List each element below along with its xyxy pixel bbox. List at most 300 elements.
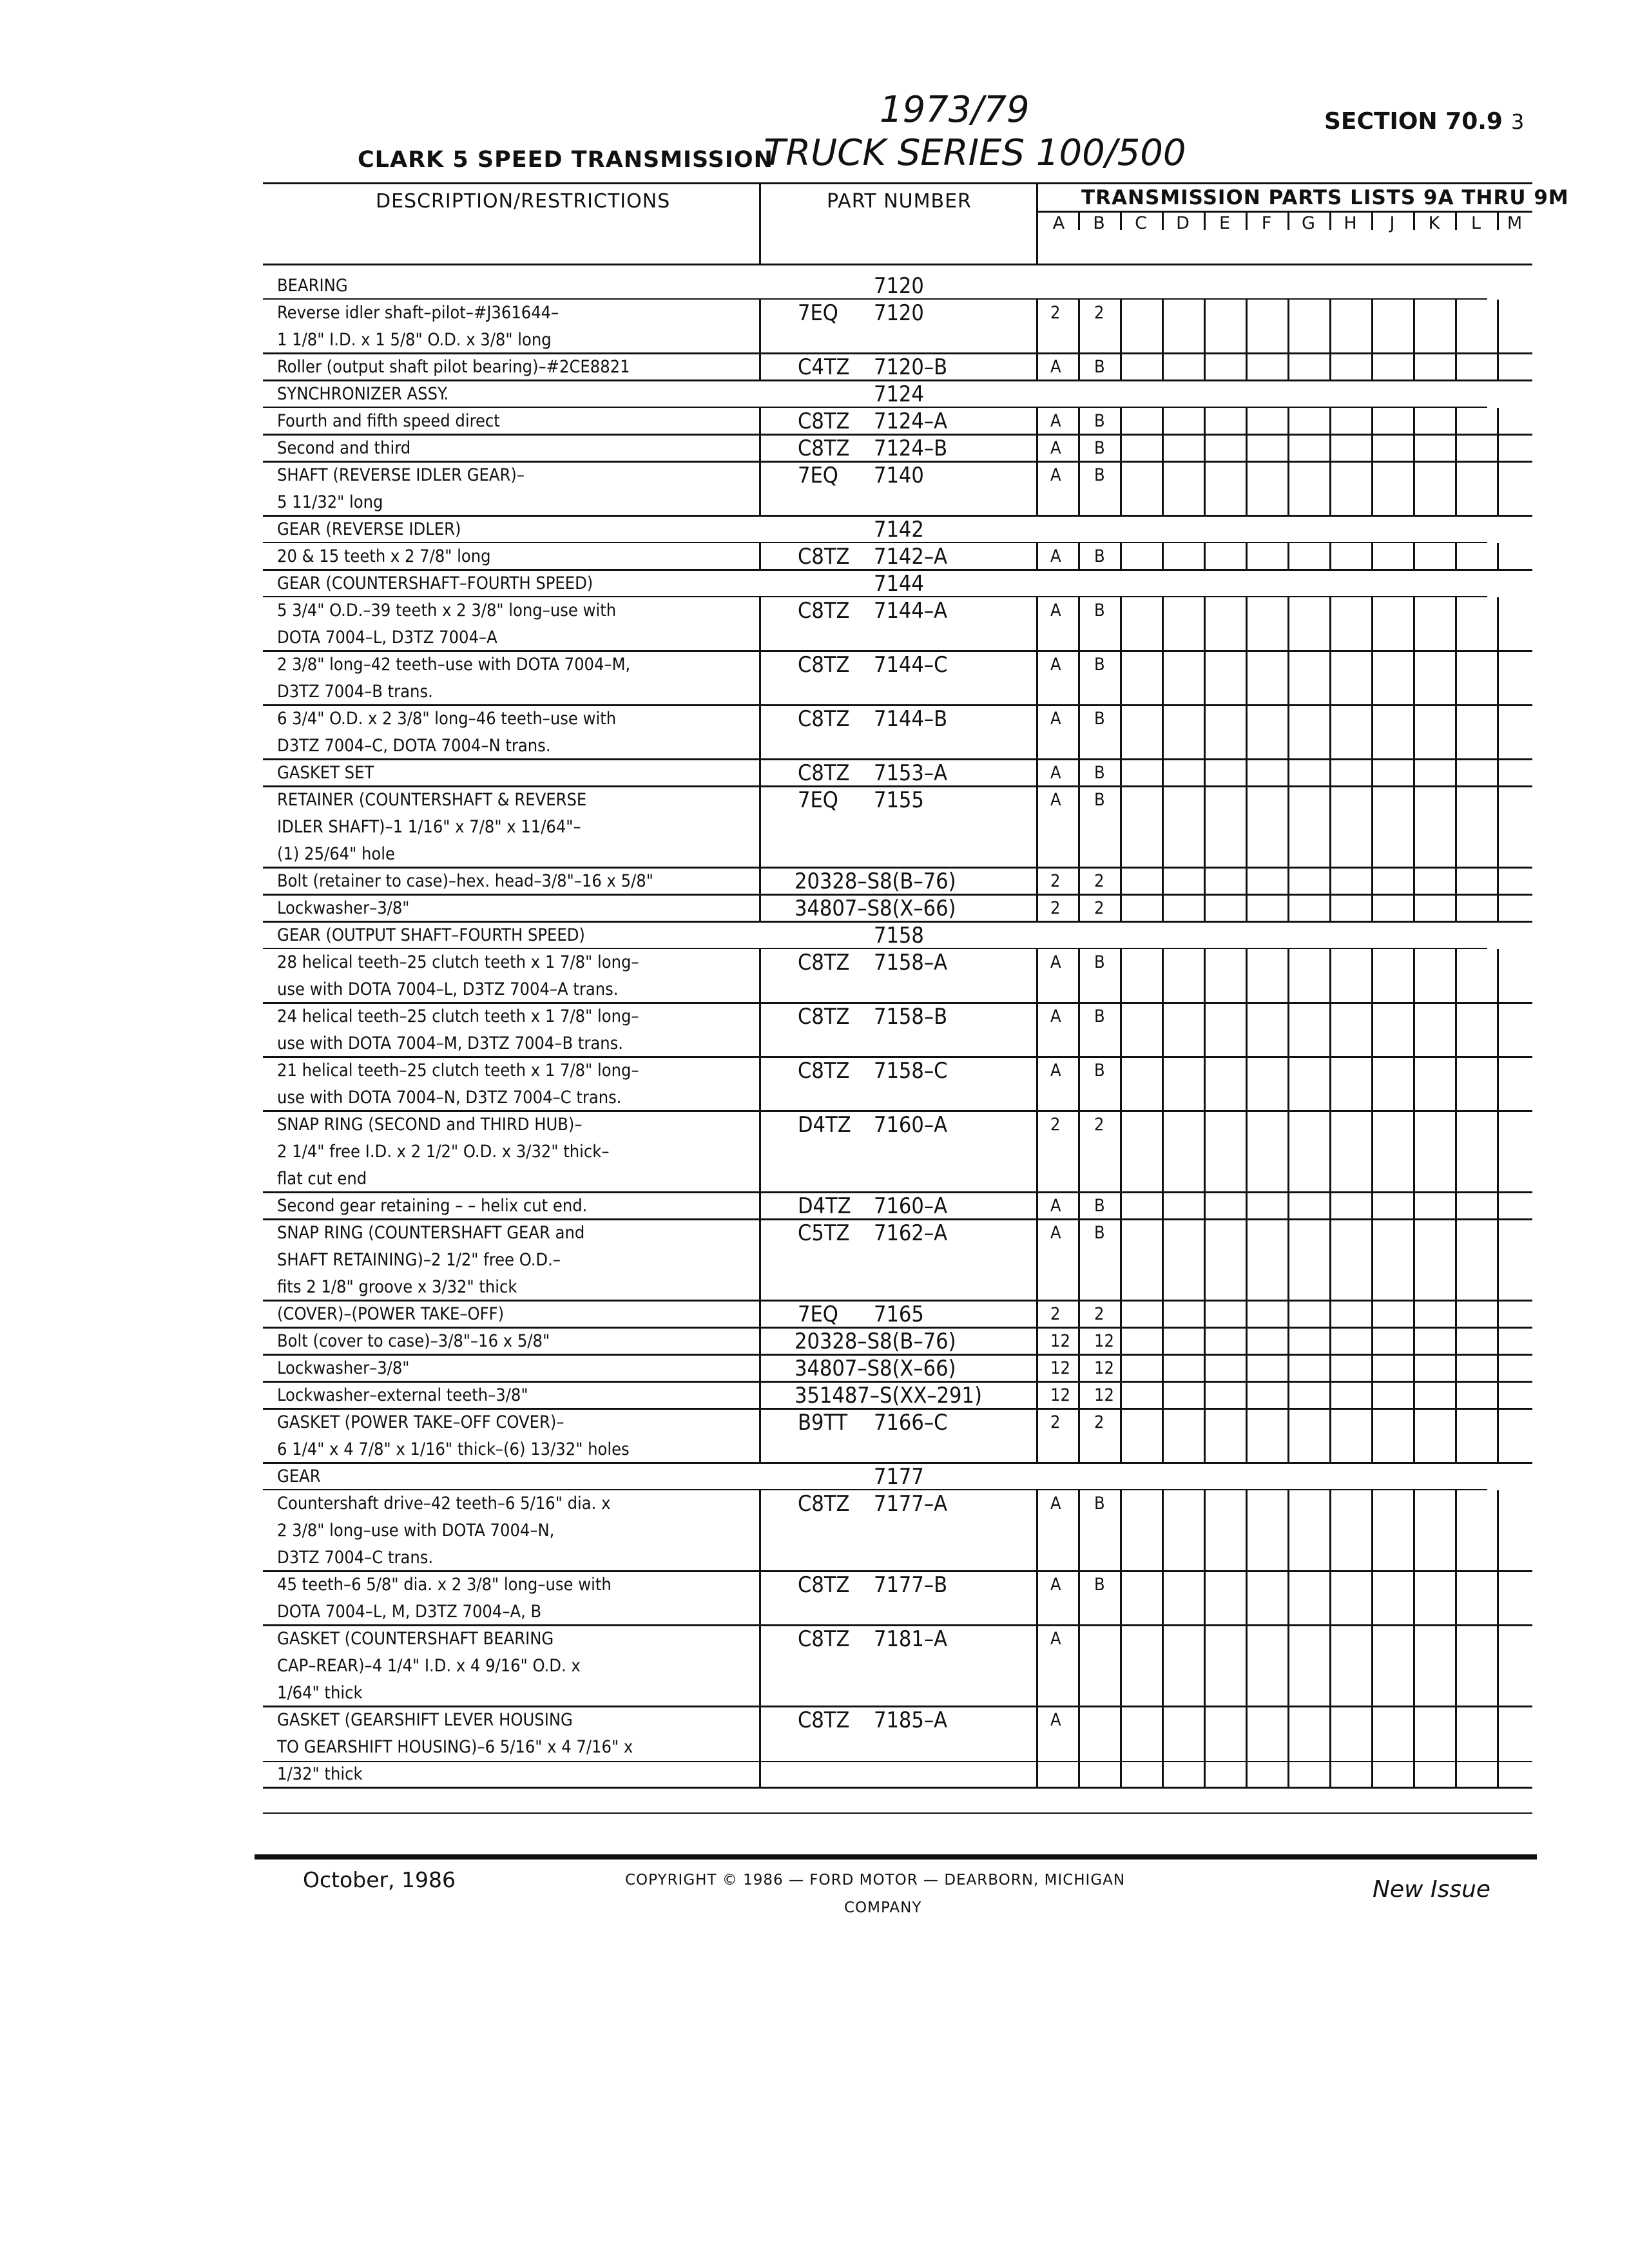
cell-divider [1329, 1220, 1331, 1301]
row-part-number [798, 1409, 1055, 1436]
description-line: fits 2 1/8" groove x 3/32" thick [277, 1277, 517, 1297]
part-base: 7162–A [874, 1220, 948, 1246]
part-prefix: B9TT [798, 1410, 848, 1436]
cell-divider [1455, 1490, 1457, 1571]
table-row [263, 1057, 1532, 1111]
footer-company: COMPANY [844, 1899, 922, 1916]
cell-divider [1120, 408, 1122, 435]
description-line: 1/32" thick [277, 1764, 363, 1784]
list-b-value: B [1094, 1006, 1105, 1026]
cell-divider [1287, 354, 1289, 381]
cell-divider [1329, 787, 1331, 868]
cell-divider [1078, 597, 1080, 651]
part-base: 20328–S8(B–76) [795, 869, 956, 894]
cell-divider [1204, 1111, 1206, 1193]
cell-divider [1329, 1355, 1331, 1382]
cell-divider [1162, 1111, 1164, 1193]
cell-divider [1329, 597, 1331, 651]
cell-divider [1371, 1003, 1373, 1057]
table-row [263, 543, 1532, 570]
table-row [263, 1003, 1532, 1057]
cell-divider [1162, 408, 1164, 435]
cell-divider [1120, 868, 1122, 895]
cell-divider [1162, 1220, 1164, 1301]
table-row [263, 787, 1532, 868]
cell-divider [1497, 1111, 1499, 1193]
cell-divider [1455, 760, 1457, 787]
cell-divider [1204, 1409, 1206, 1463]
cell-divider [1413, 1571, 1415, 1626]
cell-divider [1204, 1193, 1206, 1220]
cell-divider [1497, 408, 1499, 435]
cell-divider [1036, 1409, 1038, 1463]
letter-divider [1078, 211, 1080, 230]
description-line: SHAFT RETAINING)–2 1/2" free O.D.– [277, 1250, 561, 1270]
list-a-value: A [1050, 655, 1061, 675]
cell-divider [1287, 462, 1289, 516]
cell-divider [1078, 1220, 1080, 1301]
cell-divider [1497, 1626, 1499, 1707]
part-base: 7160–A [874, 1193, 948, 1219]
cell-divider [1204, 1626, 1206, 1707]
row-part-number [798, 435, 1055, 462]
part-base: 7142 [874, 517, 924, 543]
description-line: IDLER SHAFT)–1 1/16" x 7/8" x 11/64"– [277, 817, 581, 837]
header-column-divider [759, 182, 761, 264]
list-b-value: B [1094, 763, 1105, 783]
cell-divider [1371, 1626, 1373, 1707]
cell-divider [1329, 462, 1331, 516]
description-line: 2 1/4" free I.D. x 2 1/2" O.D. x 3/32" thick– [277, 1142, 610, 1162]
cell-divider [1078, 354, 1080, 381]
cell-divider [1413, 408, 1415, 435]
column-header-part-number: PART NUMBER [827, 190, 972, 213]
list-a-value: A [1050, 465, 1061, 485]
row-part-number [874, 1463, 1132, 1490]
parts-table [263, 182, 1569, 1784]
cell-divider [1120, 1707, 1122, 1788]
description-line: GEAR (REVERSE IDLER) [277, 519, 461, 539]
cell-divider [1078, 462, 1080, 516]
row-part-number [798, 787, 1055, 814]
cell-divider [759, 895, 761, 922]
cell-divider [1036, 1490, 1038, 1571]
cell-divider [1078, 706, 1080, 760]
cell-divider [1455, 868, 1457, 895]
letter-divider [1329, 211, 1331, 230]
cell-divider [1078, 651, 1080, 706]
part-base: 34807–S8(X–66) [795, 1356, 956, 1381]
cell-divider [1162, 354, 1164, 381]
description-line: use with DOTA 7004–L, D3TZ 7004–A trans. [277, 979, 619, 999]
cell-divider [1036, 543, 1038, 570]
cell-divider [1329, 651, 1331, 706]
cell-divider [1455, 949, 1457, 1003]
cell-divider [1371, 543, 1373, 570]
cell-divider [1413, 949, 1415, 1003]
row-part-number [798, 597, 1055, 624]
cell-divider [1455, 543, 1457, 570]
part-prefix: 7EQ [798, 300, 838, 326]
cell-divider [1120, 1057, 1122, 1111]
cell-divider [759, 597, 761, 651]
list-a-value: A [1050, 546, 1061, 566]
cell-divider [1329, 408, 1331, 435]
part-base: 7166–C [874, 1410, 948, 1436]
description-line: GEAR [277, 1466, 321, 1486]
part-prefix: C8TZ [798, 1491, 850, 1517]
cell-divider [1204, 895, 1206, 922]
description-line: (COVER)–(POWER TAKE–OFF) [277, 1304, 505, 1324]
cell-divider [759, 1193, 761, 1220]
cell-divider [1455, 1003, 1457, 1057]
cell-divider [1497, 597, 1499, 651]
cell-divider [1455, 895, 1457, 922]
table-row [263, 1409, 1532, 1463]
list-b-value: 2 [1094, 898, 1104, 918]
cell-divider [1455, 462, 1457, 516]
cell-divider [759, 1220, 761, 1301]
cell-divider [1497, 895, 1499, 922]
cell-divider [1036, 651, 1038, 706]
description-line: 24 helical teeth–25 clutch teeth x 1 7/8" long– [277, 1006, 639, 1026]
cell-divider [1329, 760, 1331, 787]
description-line: 2 3/8" long–use with DOTA 7004–N, [277, 1521, 555, 1541]
cell-divider [759, 354, 761, 381]
footer-copyright: COPYRIGHT © 1986 — FORD MOTOR — DEARBORN, MICHIGAN [625, 1872, 1126, 1888]
cell-divider [1204, 706, 1206, 760]
description-line: GASKET (GEARSHIFT LEVER HOUSING [277, 1710, 573, 1730]
cell-divider [1371, 597, 1373, 651]
cell-divider [1120, 1382, 1122, 1409]
row-part-number [798, 1707, 1055, 1734]
row-part-number [798, 543, 1055, 570]
cell-divider [1455, 1111, 1457, 1193]
cell-divider [1413, 1626, 1415, 1707]
cell-divider [1204, 543, 1206, 570]
cell-divider [1036, 1626, 1038, 1707]
cell-divider [1371, 1382, 1373, 1409]
row-part-number [795, 1382, 1052, 1409]
description-line: D3TZ 7004–C, DOTA 7004–N trans. [277, 736, 551, 756]
part-prefix: 7EQ [798, 787, 838, 813]
row-part-number [798, 1193, 1055, 1220]
list-a-value: A [1050, 790, 1061, 810]
description-line: Countershaft drive–42 teeth–6 5/16" dia. x [277, 1494, 611, 1514]
cell-divider [1413, 1003, 1415, 1057]
cell-divider [1329, 543, 1331, 570]
cell-divider [1455, 1626, 1457, 1707]
list-b-value: 2 [1094, 1115, 1104, 1135]
cell-divider [1204, 949, 1206, 1003]
cell-divider [1497, 1220, 1499, 1301]
list-b-value: 12 [1094, 1331, 1114, 1351]
cell-divider [1329, 868, 1331, 895]
cell-divider [1162, 1193, 1164, 1220]
cell-divider [1036, 1301, 1038, 1328]
part-prefix: C8TZ [798, 1707, 850, 1733]
letter-divider [1455, 211, 1457, 230]
cell-divider [1455, 300, 1457, 354]
row-part-number [798, 354, 1055, 381]
cell-divider [1371, 354, 1373, 381]
cell-divider [1371, 1220, 1373, 1301]
row-part-number [874, 516, 1132, 543]
cell-divider [1078, 1328, 1080, 1355]
row-part-number [798, 1057, 1055, 1084]
cell-divider [1246, 435, 1248, 462]
table-row [263, 570, 1532, 597]
cell-divider [1036, 597, 1038, 651]
table-row [263, 1111, 1532, 1193]
cell-divider [1329, 1301, 1331, 1328]
table-row [263, 1220, 1532, 1301]
list-b-value: 2 [1094, 871, 1104, 891]
list-b-value: B [1094, 1575, 1105, 1595]
description-line: 1 1/8" I.D. x 1 5/8" O.D. x 3/8" long [277, 330, 552, 350]
cell-divider [1036, 787, 1038, 868]
cell-divider [1036, 706, 1038, 760]
cell-divider [1371, 651, 1373, 706]
description-line: GASKET (COUNTERSHAFT BEARING [277, 1629, 554, 1649]
cell-divider [1120, 1301, 1122, 1328]
cell-divider [1162, 760, 1164, 787]
cell-divider [1371, 300, 1373, 354]
cell-divider [759, 706, 761, 760]
cell-divider [1455, 354, 1457, 381]
cell-divider [1413, 597, 1415, 651]
cell-divider [1036, 949, 1038, 1003]
cell-divider [1497, 1328, 1499, 1355]
list-a-value: A [1050, 1061, 1061, 1081]
description-line: 21 helical teeth–25 clutch teeth x 1 7/8" long– [277, 1061, 639, 1081]
description-line: CAP–REAR)–4 1/4" I.D. x 4 9/16" O.D. x [277, 1656, 581, 1676]
row-part-number [874, 381, 1132, 408]
footer-date: October, 1986 [303, 1867, 456, 1892]
cell-divider [1078, 1301, 1080, 1328]
cell-divider [759, 787, 761, 868]
description-line: flat cut end [277, 1169, 367, 1189]
cell-divider [1120, 1571, 1122, 1626]
cell-divider [1371, 462, 1373, 516]
cell-divider [1413, 1220, 1415, 1301]
cell-divider [1455, 1571, 1457, 1626]
table-row [263, 895, 1532, 922]
cell-divider [1455, 1355, 1457, 1382]
part-prefix: C8TZ [798, 1572, 850, 1598]
cell-divider [1497, 868, 1499, 895]
cell-divider [1371, 1193, 1373, 1220]
part-base: 7144 [874, 571, 924, 597]
cell-divider [1497, 1571, 1499, 1626]
cell-divider [1455, 408, 1457, 435]
cell-divider [1371, 760, 1373, 787]
cell-divider [1413, 868, 1415, 895]
cell-divider [1078, 408, 1080, 435]
truck-series: TRUCK SERIES 100/500 [764, 132, 1186, 174]
cell-divider [1455, 1409, 1457, 1463]
part-base: 351487–S(XX–291) [795, 1383, 982, 1408]
cell-divider [1455, 1193, 1457, 1220]
list-letter-m: M [1507, 213, 1523, 233]
blank-rule-3 [263, 1812, 1532, 1814]
cell-divider [1371, 787, 1373, 868]
cell-divider [759, 462, 761, 516]
cell-divider [1246, 651, 1248, 706]
part-prefix: C8TZ [798, 706, 850, 732]
cell-divider [1455, 1328, 1457, 1355]
cell-divider [1120, 1003, 1122, 1057]
cell-divider [1246, 1328, 1248, 1355]
cell-divider [1162, 1490, 1164, 1571]
cell-divider [1162, 706, 1164, 760]
cell-divider [1497, 787, 1499, 868]
cell-divider [759, 300, 761, 354]
cell-divider [1497, 1490, 1499, 1571]
page-number: 3 [1511, 110, 1525, 134]
description-line: use with DOTA 7004–N, D3TZ 7004–C trans. [277, 1088, 622, 1108]
cell-divider [1078, 1382, 1080, 1409]
part-base: 7144–C [874, 652, 948, 678]
cell-divider [1120, 1328, 1122, 1355]
letter-divider [1204, 211, 1206, 230]
row-rule [263, 1787, 1532, 1789]
cell-divider [1162, 1571, 1164, 1626]
part-prefix: 7EQ [798, 463, 838, 488]
description-line: SYNCHRONIZER ASSY. [277, 384, 449, 404]
cell-divider [1162, 651, 1164, 706]
cell-divider [1287, 1626, 1289, 1707]
table-row [263, 1328, 1532, 1355]
description-line: use with DOTA 7004–M, D3TZ 7004–B trans. [277, 1033, 623, 1053]
part-base: 7158–B [874, 1004, 948, 1030]
part-prefix: C4TZ [798, 354, 850, 380]
letter-divider [1497, 211, 1499, 230]
cell-divider [1078, 1707, 1080, 1788]
cell-divider [759, 1571, 761, 1626]
cell-divider [1204, 1220, 1206, 1301]
part-base: 7120 [874, 300, 924, 326]
description-line: 2 3/8" long–42 teeth–use with DOTA 7004–M, [277, 655, 631, 675]
cell-divider [759, 651, 761, 706]
cell-divider [1078, 1490, 1080, 1571]
table-row [263, 1490, 1532, 1571]
row-part-number [798, 651, 1055, 678]
table-row [263, 1463, 1532, 1490]
cell-divider [1246, 408, 1248, 435]
list-a-value: A [1050, 952, 1061, 972]
cell-divider [1078, 435, 1080, 462]
cell-divider [1036, 1003, 1038, 1057]
list-letter-h: H [1344, 213, 1357, 233]
cell-divider [1120, 1193, 1122, 1220]
cell-divider [1371, 1328, 1373, 1355]
row-part-number [798, 1490, 1055, 1517]
cell-divider [1078, 1193, 1080, 1220]
cell-divider [1204, 1057, 1206, 1111]
cell-divider [1036, 1328, 1038, 1355]
cell-divider [1287, 1707, 1289, 1788]
cell-divider [1371, 1355, 1373, 1382]
description-line: 6 3/4" O.D. x 2 3/8" long–46 teeth–use with [277, 709, 617, 729]
row-part-number [798, 300, 1055, 327]
cell-divider [1497, 1003, 1499, 1057]
cell-divider [1162, 435, 1164, 462]
lists-header-rule [1036, 211, 1532, 213]
row-part-number [874, 273, 1132, 300]
cell-divider [1246, 1626, 1248, 1707]
cell-divider [1287, 435, 1289, 462]
cell-divider [1078, 1626, 1080, 1707]
description-line: Lockwasher–3/8" [277, 1358, 410, 1378]
cell-divider [759, 1111, 761, 1193]
description-line: Bolt (cover to case)–3/8"–16 x 5/8" [277, 1331, 550, 1351]
description-line: Second and third [277, 438, 411, 458]
description-line: Fourth and fifth speed direct [277, 411, 500, 431]
cell-divider [1120, 1409, 1122, 1463]
part-prefix: C8TZ [798, 598, 850, 624]
cell-divider [1120, 949, 1122, 1003]
table-row [263, 408, 1532, 435]
row-part-number [798, 462, 1055, 489]
cell-divider [1329, 1626, 1331, 1707]
cell-divider [1497, 760, 1499, 787]
list-b-value: B [1094, 546, 1105, 566]
list-letter-b: B [1093, 213, 1105, 233]
cell-divider [1413, 1355, 1415, 1382]
cell-divider [1246, 1355, 1248, 1382]
cell-divider [1287, 760, 1289, 787]
cell-divider [1287, 868, 1289, 895]
cell-divider [1413, 651, 1415, 706]
cell-divider [1204, 1490, 1206, 1571]
cell-divider [1497, 1355, 1499, 1382]
cell-divider [1162, 1707, 1164, 1788]
cell-divider [1287, 1057, 1289, 1111]
cell-divider [1497, 1707, 1499, 1788]
list-a-value: A [1050, 357, 1061, 377]
year-range: 1973/79 [880, 89, 1030, 131]
cell-divider [1497, 706, 1499, 760]
list-b-value: 12 [1094, 1358, 1114, 1378]
part-prefix: C8TZ [798, 408, 850, 434]
description-line: Lockwasher–3/8" [277, 898, 410, 918]
cell-divider [1246, 949, 1248, 1003]
cell-divider [1287, 1571, 1289, 1626]
cell-divider [1329, 435, 1331, 462]
cell-divider [1162, 868, 1164, 895]
description-line: GEAR (OUTPUT SHAFT–FOURTH SPEED) [277, 925, 585, 945]
cell-divider [1078, 949, 1080, 1003]
cell-divider [1246, 706, 1248, 760]
cell-divider [1120, 354, 1122, 381]
cell-divider [1246, 895, 1248, 922]
cell-divider [1078, 868, 1080, 895]
part-prefix: 7EQ [798, 1302, 838, 1327]
cell-divider [1455, 597, 1457, 651]
cell-divider [1204, 1328, 1206, 1355]
part-prefix: D4TZ [798, 1193, 851, 1219]
cell-divider [1287, 1409, 1289, 1463]
cell-divider [1329, 1382, 1331, 1409]
list-b-value: B [1094, 1223, 1105, 1243]
cell-divider [1246, 1003, 1248, 1057]
cell-divider [1287, 1193, 1289, 1220]
cell-divider [1120, 300, 1122, 354]
part-base: 34807–S8(X–66) [795, 896, 956, 921]
list-b-value: B [1094, 952, 1105, 972]
row-part-number [798, 1220, 1055, 1247]
